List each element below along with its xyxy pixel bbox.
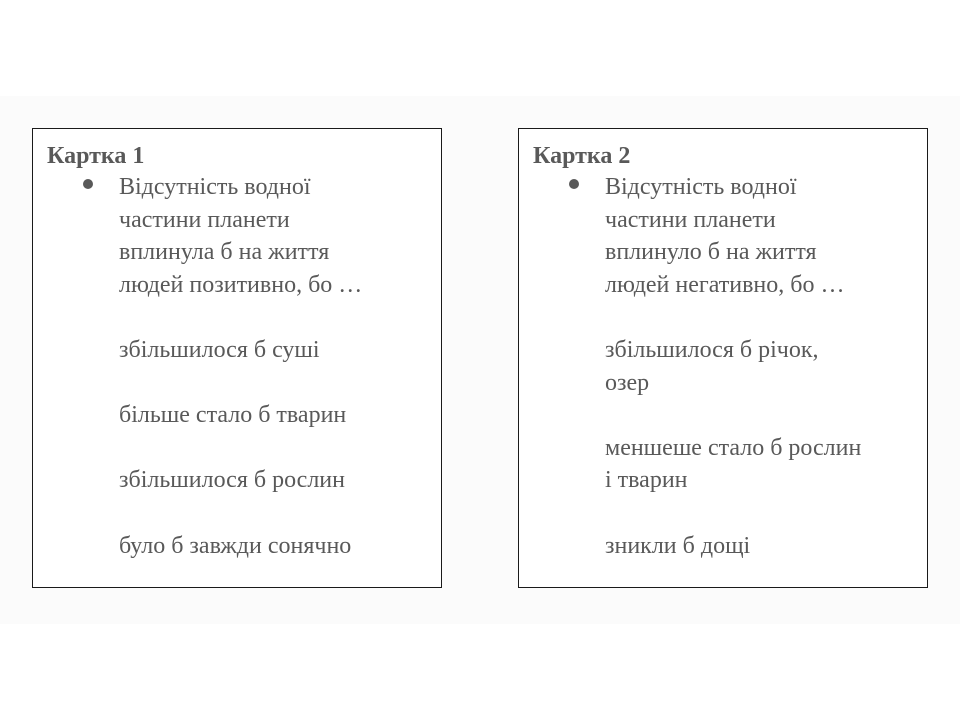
answer-list	[119, 334, 433, 562]
answer-item: збільшилося б рослин	[119, 467, 345, 494]
card-intro: Відсутність водної частини планети вплинула б на життя людей позитивно, бо …	[119, 174, 363, 298]
bullet-icon	[83, 179, 93, 189]
answer-item: збільшилося б річок, озер	[605, 336, 819, 396]
card-1	[32, 128, 442, 588]
answer-item: меншеше стало б рослин і тварин	[605, 434, 862, 494]
answer-item: збільшилося б суші	[119, 336, 320, 363]
answer-list	[605, 334, 919, 562]
answer-item: було б завжди сонячно	[119, 532, 352, 559]
card-title: Картка 2	[533, 143, 631, 169]
card-title: Картка 1	[47, 143, 145, 169]
answer-item: більше стало б тварин	[119, 402, 347, 429]
bullet-icon	[569, 179, 579, 189]
card-2	[518, 128, 928, 588]
card-intro: Відсутність водної частини планети вплинуло б на життя людей негативно, бо …	[605, 174, 845, 298]
card-content	[605, 171, 919, 562]
card-content	[119, 171, 433, 562]
answer-item: зникли б дощі	[605, 532, 751, 559]
